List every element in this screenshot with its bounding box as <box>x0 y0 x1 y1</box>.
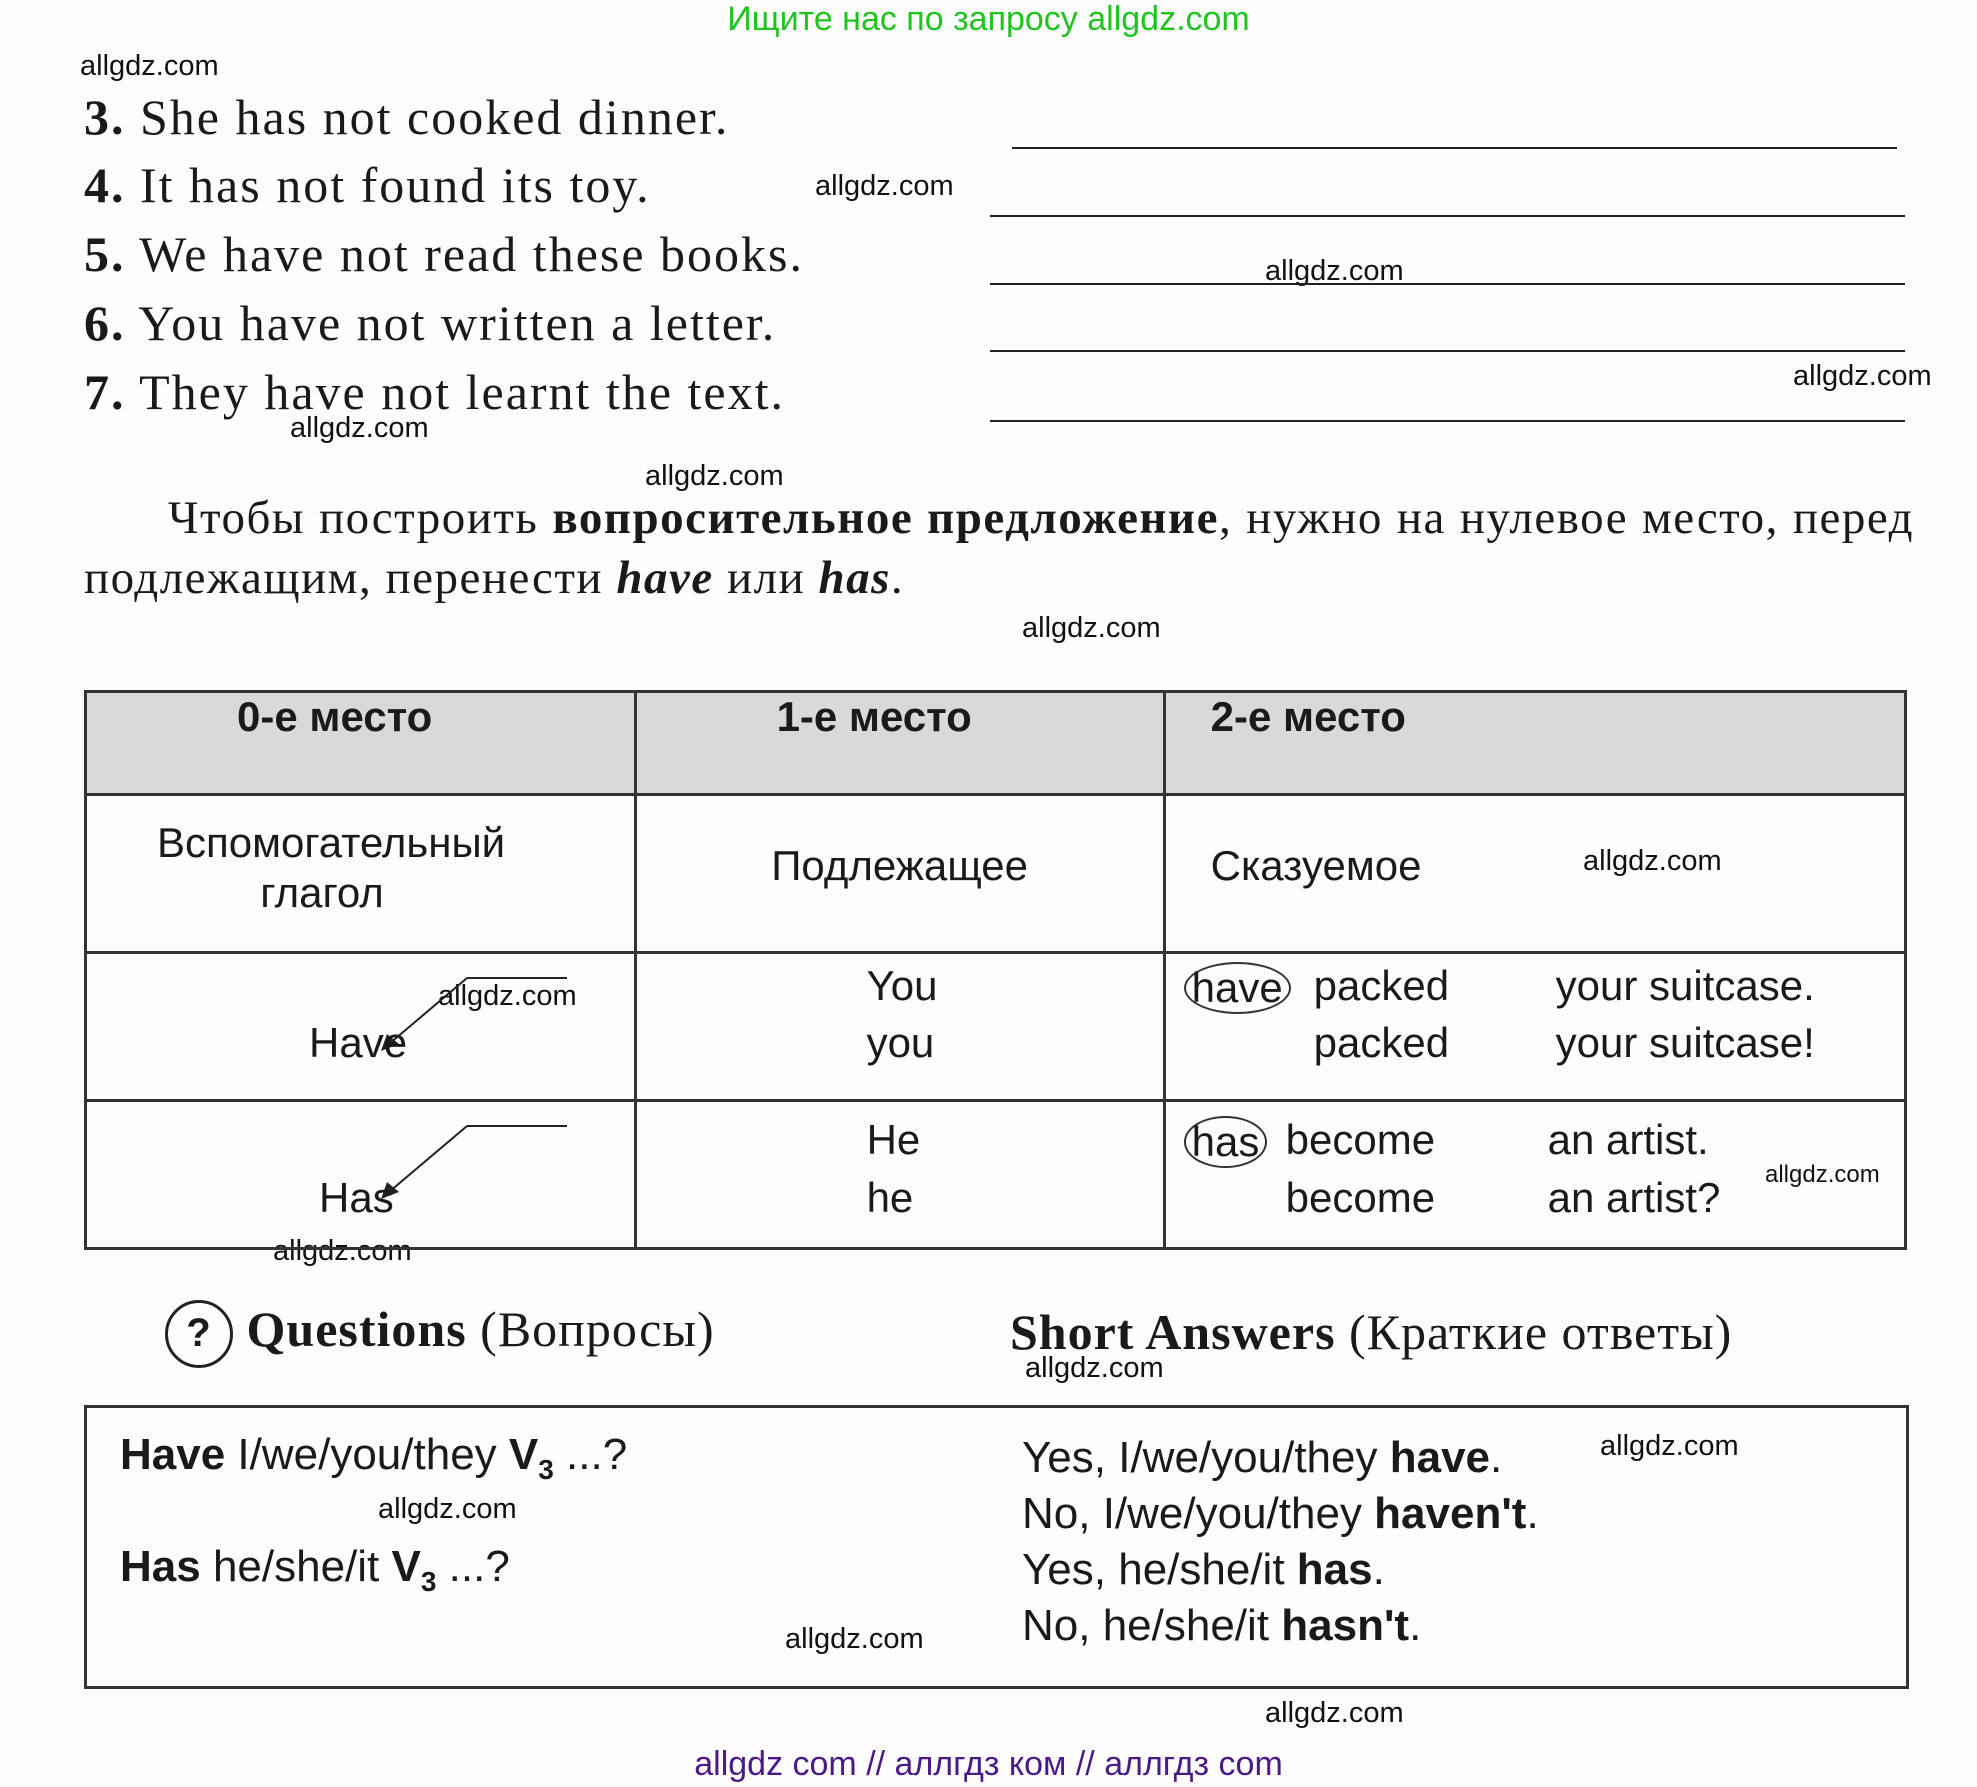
object: your suitcase! <box>1555 1019 1815 1066</box>
table-cell <box>86 953 636 1101</box>
table-cell: Вспомогательный глагол <box>86 795 636 953</box>
table-cell <box>1164 1101 1905 1249</box>
watermark: allgdz.com <box>785 1623 924 1655</box>
exercise-line: 3. She has not cooked dinner. <box>84 89 730 145</box>
question-mark-icon: ? <box>165 1300 233 1368</box>
object: an artist? <box>1547 1174 1721 1221</box>
object: an artist. <box>1547 1116 1709 1163</box>
table-cell <box>1164 953 1905 1101</box>
short-answer: No, I/we/you/they haven't. <box>1022 1489 1539 1538</box>
aux-has: Has <box>319 1174 394 1221</box>
short-answer: No, he/she/it hasn't. <box>1022 1601 1422 1650</box>
watermark: allgdz.com <box>438 980 577 1012</box>
short-answer: Yes, I/we/you/they have. <box>1022 1433 1503 1482</box>
watermark: allgdz.com <box>1025 1352 1164 1384</box>
short-answer: Yes, he/she/it has. <box>1022 1545 1385 1594</box>
answer-line[interactable] <box>990 420 1905 422</box>
aux-circled: have <box>1184 962 1291 1014</box>
top-banner: Ищите нас по запросу allgdz.com <box>727 0 1250 38</box>
answer-line[interactable] <box>990 350 1905 352</box>
table-header: 2-е место <box>1164 692 1905 795</box>
answer-line[interactable] <box>1012 147 1897 149</box>
subject: you <box>866 1019 935 1066</box>
watermark: allgdz.com <box>1600 1430 1739 1462</box>
watermark: allgdz.com <box>645 460 784 492</box>
table-cell: Сказуемое <box>1164 795 1905 953</box>
short-answers-heading: Short Answers (Краткие ответы) <box>1010 1304 1733 1360</box>
watermark: allgdz.com <box>290 412 429 444</box>
watermark: allgdz.com <box>1793 360 1932 392</box>
rule-paragraph: Чтобы построить вопросительное предложение, нужно на нулевое место, перед подлежащим, перенести have или has. <box>84 492 1915 604</box>
verb: packed <box>1313 962 1450 1009</box>
watermark: allgdz.com <box>1265 255 1404 287</box>
table-cell <box>635 1101 1164 1249</box>
questions-heading: ? Questions (Вопросы) <box>165 1300 715 1368</box>
object: your suitcase. <box>1555 962 1815 1009</box>
verb: packed <box>1313 1019 1450 1066</box>
table-header: 0-е место <box>86 692 636 795</box>
watermark: allgdz.com <box>80 50 219 82</box>
table-cell <box>86 1101 636 1249</box>
word-order-table <box>84 690 1907 1250</box>
subject: he <box>866 1174 914 1221</box>
answer-line[interactable] <box>990 283 1905 285</box>
watermark: allgdz.com <box>1265 1697 1404 1729</box>
table-cell <box>635 953 1164 1101</box>
watermark: allgdz.com <box>1583 845 1722 877</box>
table-cell: Подлежащее <box>635 795 1164 953</box>
watermark: allgdz.com <box>378 1493 517 1525</box>
question-has: Has he/she/it $V_3$ ...? <box>120 1542 510 1597</box>
watermark: allgdz.com <box>1022 612 1161 644</box>
move-arrow <box>377 1122 577 1202</box>
question-have: Have I/we/you/they $V_3$ ...? <box>120 1430 628 1485</box>
bottom-banner: allgdz com // аллгдз ком // аллгдз com <box>694 1745 1283 1783</box>
verb: become <box>1285 1174 1436 1221</box>
watermark: allgdz.com <box>273 1235 412 1267</box>
exercise-line: 7. They have not learnt the text. <box>84 364 785 420</box>
subject: He <box>866 1116 921 1163</box>
exercise-line: 5. We have not read these books. <box>84 226 804 282</box>
answer-line[interactable] <box>990 215 1905 217</box>
watermark: allgdz.com <box>815 170 954 202</box>
aux-circled: has <box>1184 1116 1268 1168</box>
watermark: allgdz.com <box>1765 1161 1880 1188</box>
aux-have: Have <box>309 1019 408 1066</box>
exercise-line: 4. It has not found its toy. <box>84 157 651 213</box>
exercise-line: 6. You have not written a letter. <box>84 295 777 351</box>
table-header: 1-е место <box>635 692 1164 795</box>
subject: You <box>866 962 938 1009</box>
verb: become <box>1285 1116 1436 1163</box>
